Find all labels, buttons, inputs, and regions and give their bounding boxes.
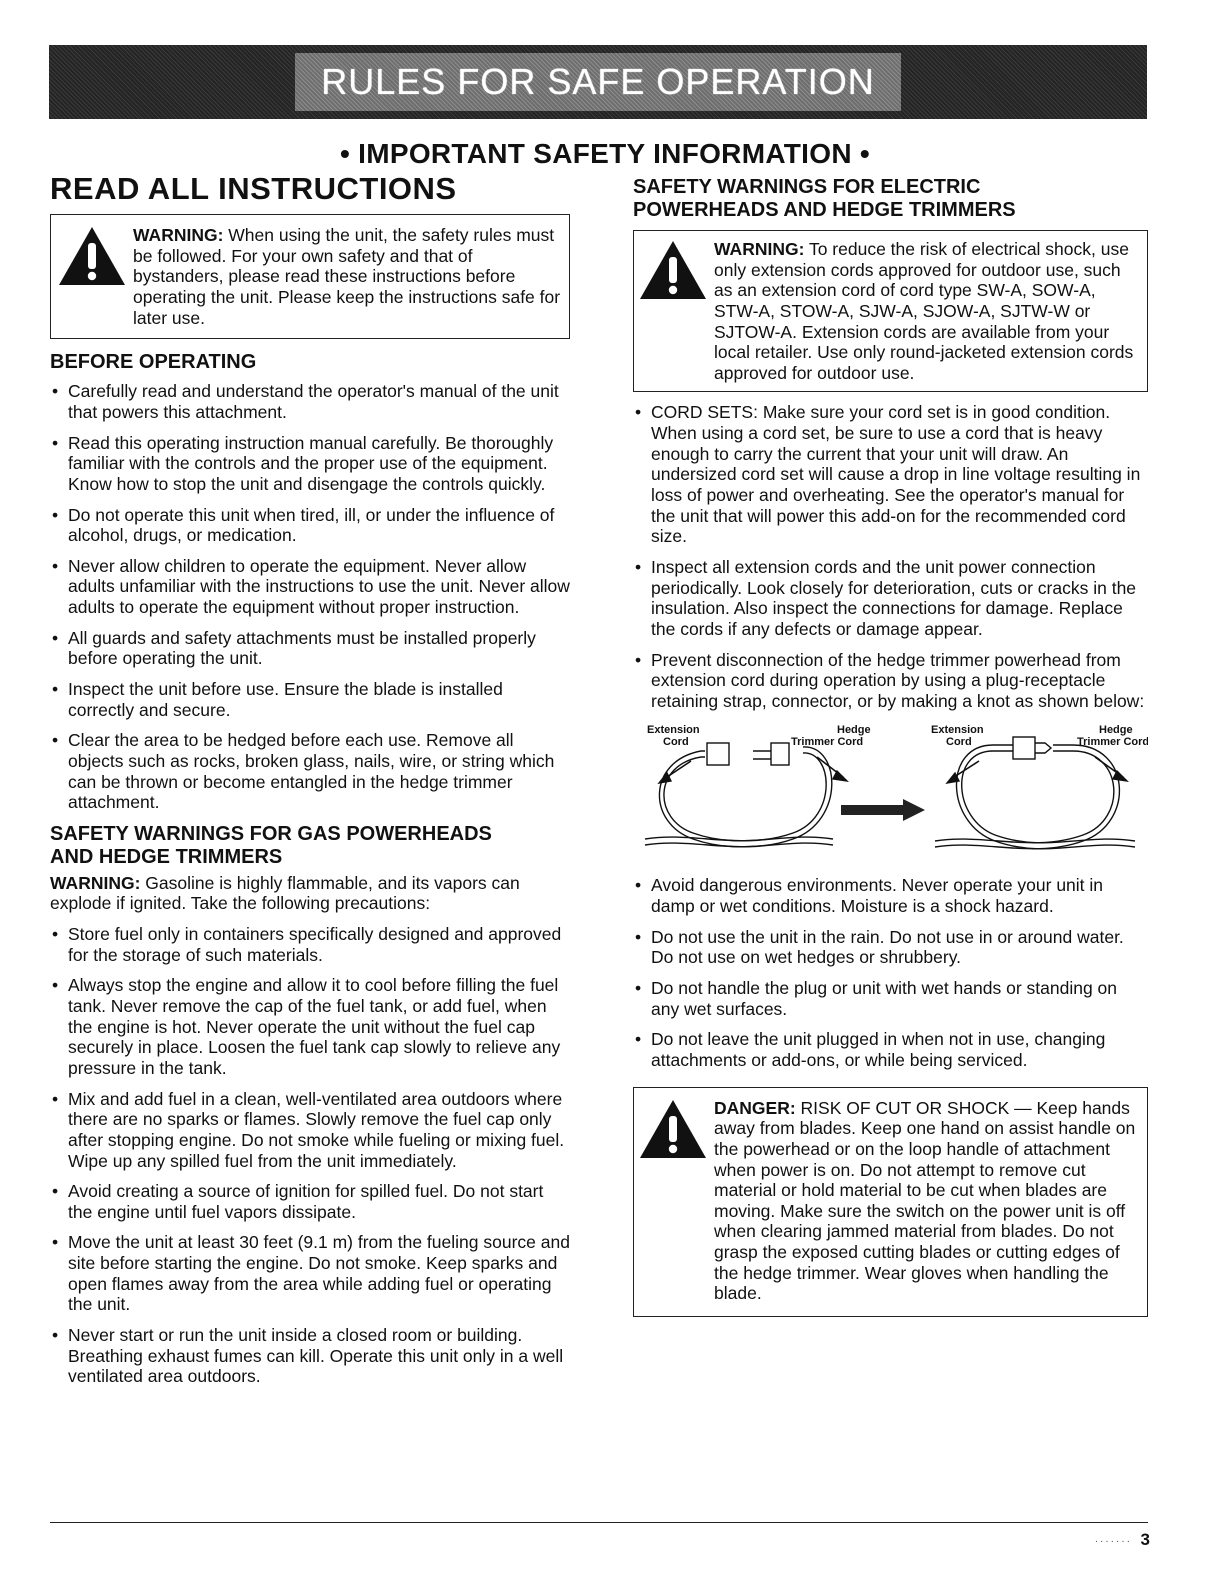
cord-knot-diagram — [633, 721, 1148, 861]
list-item: • Do not handle the plug or unit with wet hands or standing on any wet surfaces. — [633, 978, 1148, 1019]
list-item: • Always stop the engine and allow it to cool before filling the fuel tank. Never remove the cap of the fuel tank, or add fuel, when the engine is hot. Never operate the unit without the fuel cap securely in place. Loosen the fuel tank cap slowly to relieve any pressure in the tank. — [50, 975, 570, 1078]
list-item: • Clear the area to be hedged before each use. Remove all objects such as rocks, broken glass, nails, wire, or string which can be thrown or become entangled in the hedge trimmer attachment. — [50, 730, 570, 813]
knot-after — [935, 737, 1135, 849]
knot-before — [645, 743, 847, 847]
warning-text-electric — [714, 239, 1139, 383]
gas-precautions-list — [50, 924, 570, 1387]
important-safety-title: • IMPORTANT SAFETY INFORMATION • — [339, 138, 871, 169]
read-all-heading: READ ALL INSTRUCTIONS — [50, 171, 457, 206]
danger-label: DANGER: — [714, 1097, 796, 1118]
warning-label: WARNING: — [714, 239, 805, 259]
electric-heading-line2: POWERHEADS AND HEDGE TRIMMERS — [633, 199, 1016, 221]
warning-body: To reduce the risk of electrical shock, use only extension cords approved for outdoor use, such as an extension cord of cord type SW-A, SOW-A, STW-A, STOW-A, SJW-A, SJOW-A, SJTW-W or SJTOW-A. Extension cords are available from your local retailer. Use only round-jacketed extension cords approved for outdoor use. — [714, 239, 1134, 383]
danger-triangle-icon — [638, 1098, 708, 1160]
label-extension-cord-1b: Cord — [663, 736, 689, 749]
list-item: • Never start or run the unit inside a closed room or building. Breathing exhaust fumes can kill. Operate this unit only in a well ventilated area outdoors. — [50, 1325, 570, 1387]
gas-warnings-heading — [50, 823, 570, 869]
before-operating-heading: BEFORE OPERATING — [50, 351, 257, 374]
gas-heading-line2: AND HEDGE TRIMMERS — [50, 845, 283, 868]
warning-triangle-icon — [57, 225, 127, 287]
before-operating-list — [50, 381, 570, 813]
danger-body: RISK OF CUT OR SHOCK — Keep hands away from blades. Keep one hand on assist handle on the powerhead or on the loop handle of attachment when power is on. Do not attempt to remove cut material or hold material to be cut when blades are moving. Make sure the switch on the power unit is off when clearing jammed material from blades. Do not grasp the exposed cutting blades or cutting edges of the hedge trimmer. Wear gloves when handling the blade. — [714, 1097, 1136, 1304]
list-item: • Do not operate this unit when tired, ill, or under the influence of alcohol, drugs, or medication. — [50, 505, 570, 546]
gas-warning-text: Gasoline is highly flammable, and its vapors can explode if ignited. Take the following precautions: — [50, 872, 520, 914]
warning-box-electric — [633, 230, 1148, 392]
section-banner — [49, 45, 1147, 119]
list-item: • Carefully read and understand the operator's manual of the unit that powers this attachment. — [50, 381, 570, 422]
list-item: • Store fuel only in containers specifically designed and approved for the storage of such materials. — [50, 924, 570, 965]
list-item: • All guards and safety attachments must be installed properly before operating the unit. — [50, 628, 570, 669]
cord-safety-list — [633, 402, 1148, 711]
list-item: • Avoid dangerous environments. Never operate your unit in damp or wet conditions. Moisture is a shock hazard. — [633, 875, 1148, 916]
label-hedge-trimmer-2b: Trimmer Cord — [1077, 736, 1148, 749]
list-item: • Prevent disconnection of the hedge trimmer powerhead from extension cord during operation by using a plug-receptacle retaining strap, connector, or by making a knot as shown below: — [633, 650, 1148, 712]
label-hedge-trimmer-2a: Hedge — [1099, 724, 1133, 737]
list-item: • Never allow children to operate the equipment. Never allow adults unfamiliar with the instructions to use the unit. Never allow adults to operate the equipment without proper instruction. — [50, 556, 570, 618]
list-item: • Mix and add fuel in a clean, well-ventilated area outdoors where there are no sparks or flames. Slowly remove the fuel cap only after stopping engine. Do not smoke while fueling or mixing fuel. Wipe up any spilled fuel from the unit immediately. — [50, 1089, 570, 1172]
page-dots-decoration: ······· — [1094, 1536, 1132, 1547]
footer-rule — [50, 1522, 1148, 1523]
gas-heading-line1: SAFETY WARNINGS FOR GAS POWERHEADS — [50, 822, 492, 845]
label-hedge-trimmer-1a: Hedge — [837, 724, 871, 737]
list-item: • Do not leave the unit plugged in when not in use, changing attachments or add-ons, or while being serviced. — [633, 1029, 1148, 1070]
gas-warning-paragraph — [50, 873, 570, 914]
environment-safety-list — [633, 875, 1148, 1070]
list-item: • Inspect the unit before use. Ensure the blade is installed correctly and secure. — [50, 679, 570, 720]
electric-heading-line1: SAFETY WARNINGS FOR ELECTRIC — [633, 176, 981, 198]
list-item: • Move the unit at least 30 feet (9.1 m) from the fueling source and site before starting the engine. Do not smoke. Keep sparks and open flames away from the area while adding fuel or operating the unit. — [50, 1232, 570, 1315]
gas-warning-label: WARNING: — [50, 872, 141, 893]
list-item: • Read this operating instruction manual carefully. Be thoroughly familiar with the controls and the proper use of the equipment. Know how to stop the unit and disengage the controls quickly. — [50, 433, 570, 495]
banner-title: RULES FOR SAFE OPERATION — [321, 61, 875, 102]
warning-body: When using the unit, the safety rules must be followed. For your own safety and that of bystanders, please read these instructions before operating the unit. Please keep the instructions safe for later use. — [133, 225, 561, 328]
list-item: • Inspect all extension cords and the unit power connection periodically. Look closely for deterioration, cuts or cracks in the insulation. Also inspect the connections for damage. Replace the cords if any defects or damage appear. — [633, 557, 1148, 640]
label-hedge-trimmer-1b: Trimmer Cord — [791, 736, 864, 749]
list-item: • Avoid creating a source of ignition for spilled fuel. Do not start the engine until fuel vapors dissipate. — [50, 1181, 570, 1222]
label-extension-cord-2a: Extension — [931, 724, 984, 737]
electric-warnings-heading — [633, 176, 1148, 222]
warning-label: WARNING: — [133, 225, 224, 246]
label-extension-cord-1a: Extension — [647, 724, 700, 737]
danger-text — [714, 1098, 1139, 1304]
list-item: • CORD SETS: Make sure your cord set is in good condition. When using a cord set, be sure to use a cord that is heavy enough to carry the current that your unit will draw. An undersized cord set will cause a drop in line voltage resulting in loss of power and overheating. See the operator's manual for the unit that will power this add-on for the recommended cord size. — [633, 402, 1148, 546]
left-column — [50, 172, 570, 1397]
label-extension-cord-2b: Cord — [946, 736, 972, 749]
list-item: • Do not use the unit in the rain. Do not use in or around water. Do not use on wet hedges or shrubbery. — [633, 927, 1148, 968]
transition-arrow — [841, 799, 925, 821]
warning-triangle-icon — [638, 239, 708, 301]
cord-knot-illustration — [633, 721, 1148, 861]
right-column — [633, 176, 1148, 1317]
banner-inner — [295, 53, 900, 111]
danger-box — [633, 1087, 1148, 1317]
warning-box-read — [50, 214, 570, 339]
warning-text-read — [133, 225, 561, 328]
page-number: 3 — [1140, 1530, 1150, 1549]
